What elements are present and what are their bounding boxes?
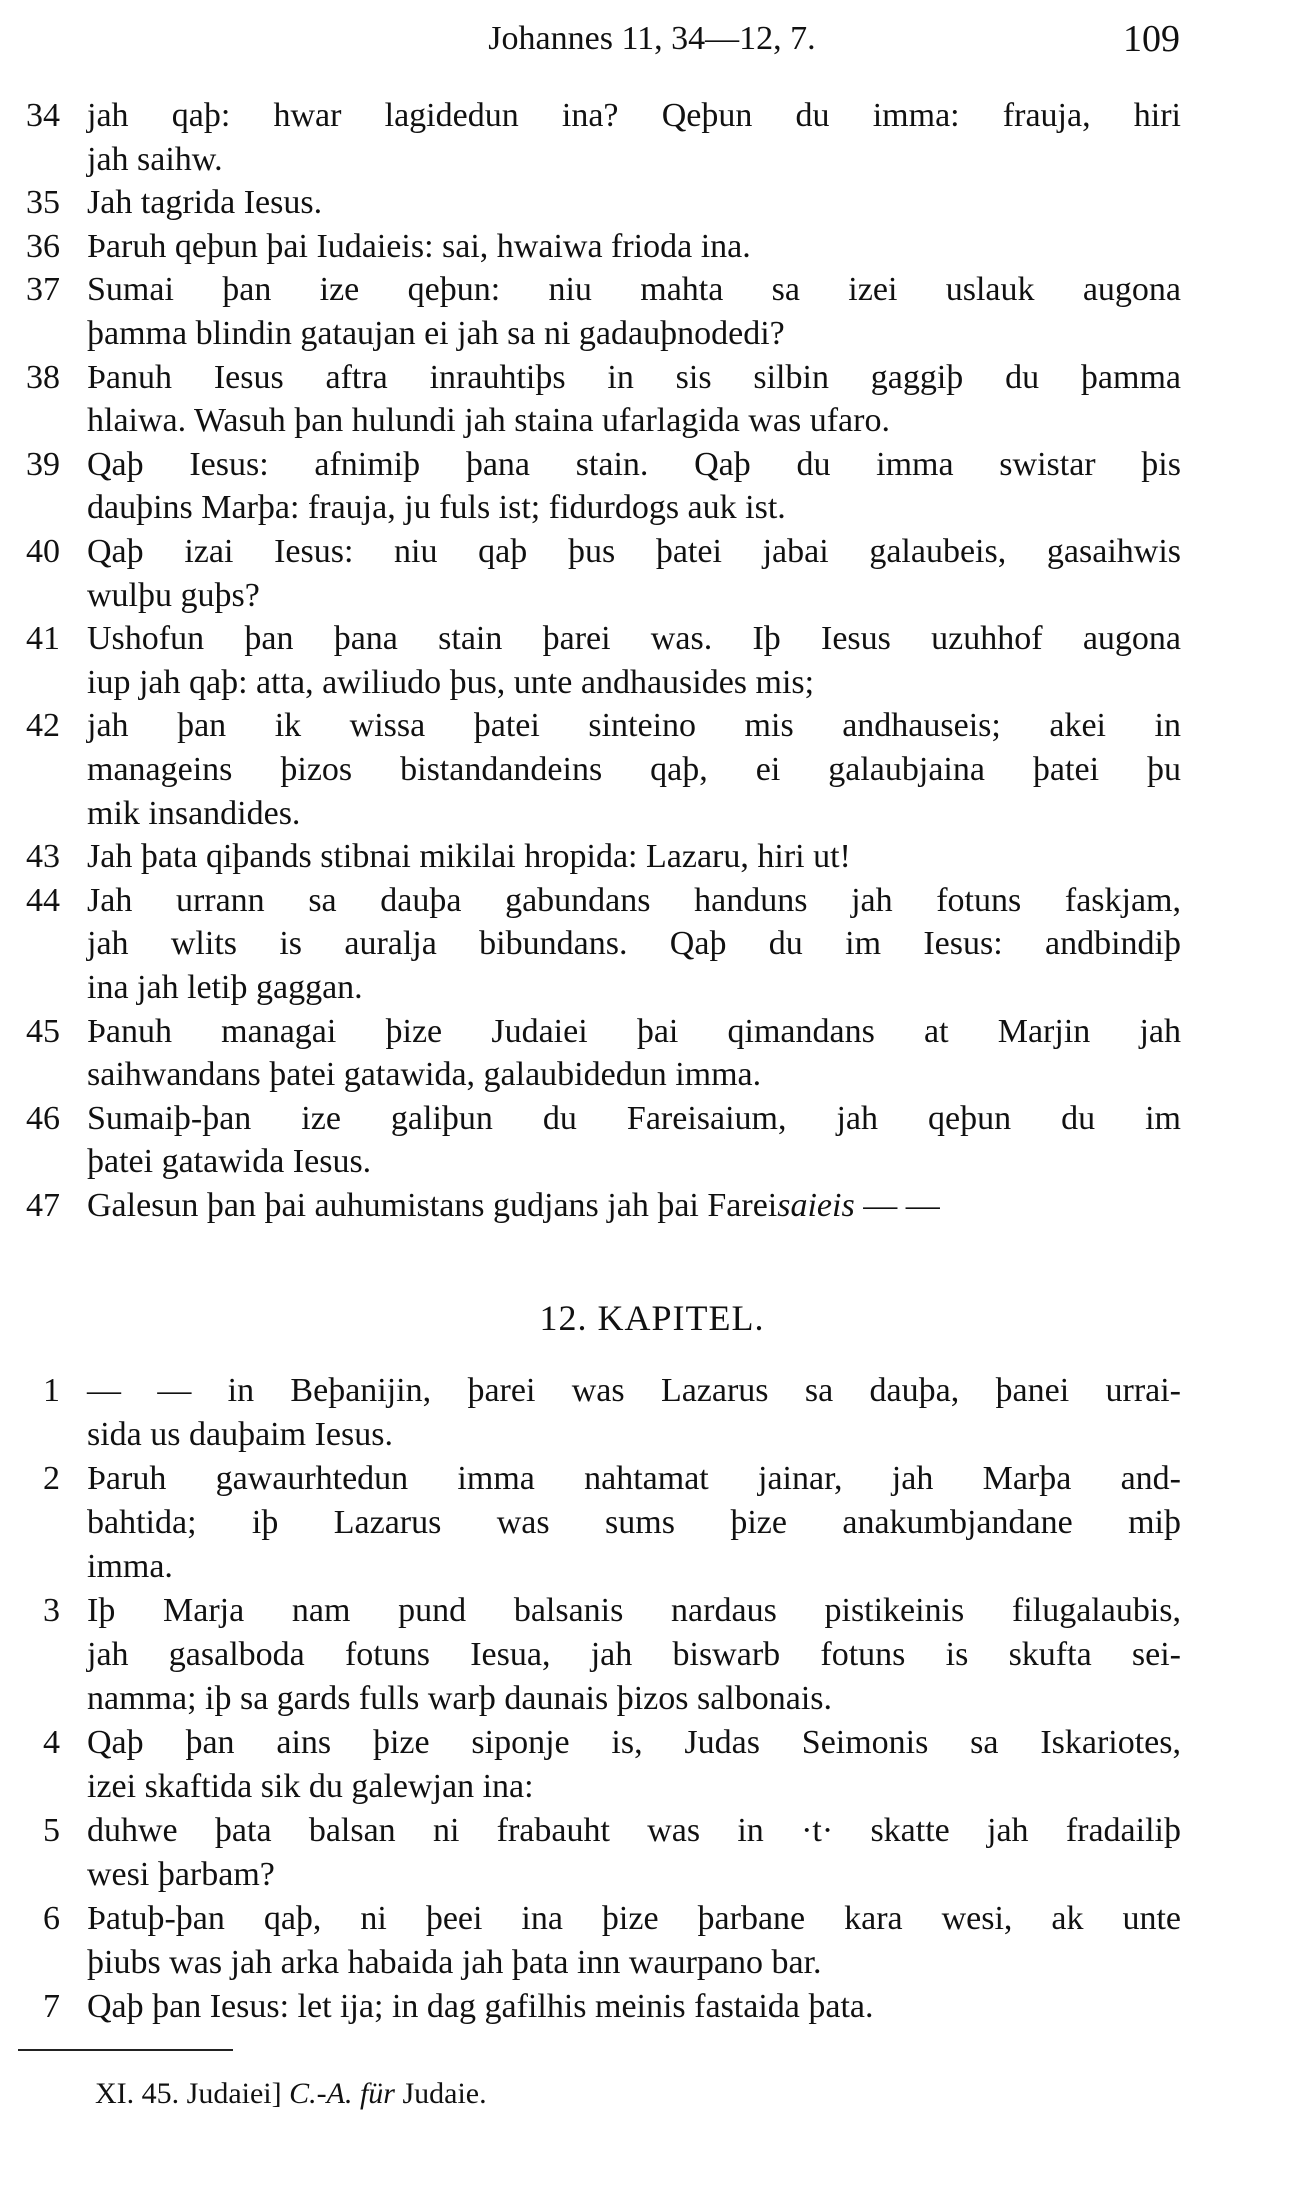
verse-text: dauþins Marþa: frauja, ju fuls ist; fidurdogs auk ist. (87, 489, 786, 527)
footnote-reading: Judaie. (402, 2077, 487, 2110)
verse-text: Þanuh managai þize Judaiei þai qimandans at Marjin jah (87, 1012, 1181, 1050)
verse-text: Sumaiþ-þan ize galiþun du Fareisaium, jah qeþun du im (87, 1099, 1181, 1137)
verse-text: sida us dauþaim Iesus. (87, 1416, 393, 1453)
verse-number: 44 (26, 881, 60, 919)
verse-text: Jah urrann sa dauþa gabundans handuns jah fotuns faskjam, (87, 881, 1181, 919)
verse-number: 39 (26, 445, 60, 483)
verse-line (0, 1097, 1304, 1141)
verse-line (0, 617, 1304, 661)
footnote-rule (18, 2049, 233, 2051)
verse-line (0, 1501, 1304, 1545)
verse-line (0, 1413, 1304, 1457)
verse-line (0, 312, 1304, 356)
verse-text: iup jah qaþ: atta, awiliudo þus, unte andhausides mis; (87, 663, 815, 701)
verse-number: 45 (26, 1012, 60, 1050)
verse-text: wulþu guþs? (87, 576, 260, 614)
verse-text: namma; iþ sa gards fulls warþ daunais þizos salbonais. (87, 1680, 833, 1717)
verse-line (0, 1184, 1304, 1228)
verse-text: Þanuh Iesus aftra inrauhtiþs in sis silbin gaggiþ du þamma (87, 358, 1181, 396)
verse-number: 5 (43, 1812, 60, 1849)
verse-line (0, 1985, 1304, 2029)
verse-text: duhwe þata balsan ni frabauht was in ·t· skatte jah fradailiþ (87, 1812, 1181, 1849)
verse-text: manageins þizos bistandandeins qaþ, ei galaubjaina þatei þu (87, 751, 1181, 788)
verse-number: 47 (26, 1187, 60, 1224)
verse-text: Iþ Marja nam pund balsanis nardaus pistikeinis filugalaubis, (87, 1592, 1181, 1629)
verse-number: 40 (26, 533, 60, 570)
verse-text: Qaþ þan ains þize siponje is, Judas Seimonis sa Iskariotes, (87, 1724, 1181, 1761)
footnote (95, 2074, 487, 2114)
verse-text: Ushofun þan þana stain þarei was. Iþ Iesus uzuhhof augona (87, 620, 1181, 658)
verse-line (0, 1369, 1304, 1413)
verse-text: imma. (87, 1548, 173, 1585)
verse-line (0, 1765, 1304, 1809)
verse-line (0, 704, 1304, 748)
verse-line (0, 879, 1304, 923)
verse-line (0, 922, 1304, 966)
verse-line (0, 966, 1304, 1010)
verse-line (0, 1545, 1304, 1589)
verse-text: Jah þata qiþands stibnai mikilai hropida: Lazaru, hiri ut! (87, 838, 851, 876)
verse-number: 37 (26, 271, 60, 309)
footnote-siglum: C.-A. (289, 2077, 353, 2110)
verse-number: 6 (43, 1900, 60, 1937)
verse-text: Qaþ Iesus: afnimiþ þana stain. Qaþ du imma swistar þis (87, 445, 1181, 483)
verse-line (0, 1677, 1304, 1721)
verse-text: Þaruh qeþun þai Iudaieis: sai, hwaiwa frioda ina. (87, 227, 751, 265)
verse-text: hlaiwa. Wasuh þan hulundi jah staina ufarlagida was ufaro. (87, 402, 890, 440)
verse-line (0, 399, 1304, 443)
verse-line (0, 530, 1304, 574)
verse-number: 41 (26, 620, 60, 658)
verse-line (0, 94, 1304, 138)
chapter-heading: 12. KAPITEL. (539, 1298, 765, 1338)
verse-number: 46 (26, 1099, 60, 1137)
verse-text: Qaþ þan Iesus: let ija; in dag gafilhis meinis fastaida þata. (87, 1988, 874, 2025)
verse-number: 43 (26, 838, 60, 876)
verse-line (0, 1941, 1304, 1985)
verse-line (0, 1633, 1304, 1677)
verse-text: Jah tagrida Iesus. (87, 184, 323, 222)
verse-number: 42 (26, 707, 60, 745)
verse-line (0, 138, 1304, 182)
page-number: 109 (1123, 18, 1180, 60)
verse-text: Þatuþ-þan qaþ, ni þeei ina þize þarbane kara wesi, ak unte (87, 1900, 1181, 1937)
verse-text: saihwandans þatei gatawida, galaubidedun imma. (87, 1056, 762, 1094)
verse-line (0, 181, 1304, 225)
verse-line (0, 835, 1304, 879)
verse-text: jah gasalboda fotuns Iesua, jah biswarb fotuns is skufta sei- (87, 1636, 1181, 1673)
verse-number: 36 (26, 227, 60, 265)
verse-text: mik insandides. (87, 794, 301, 832)
verse-line (0, 486, 1304, 530)
verse-text: ina jah letiþ gaggan. (87, 969, 363, 1006)
verse-line (0, 574, 1304, 618)
verse-number: 2 (43, 1460, 60, 1497)
verse-line (0, 748, 1304, 792)
verse-number: 38 (26, 358, 60, 396)
verse-text: Sumai þan ize qeþun: niu mahta sa izei uslauk augona (87, 271, 1181, 309)
verse-text: izei skaftida sik du galewjan ina: (87, 1768, 534, 1805)
verse-line (0, 1897, 1304, 1941)
verse-line (0, 1010, 1304, 1054)
verse-line (0, 225, 1304, 269)
verse-text: — — in Beþanijin, þarei was Lazarus sa dauþa, þanei urrai- (87, 1372, 1181, 1409)
verse-text: þamma blindin gataujan ei jah sa ni gadauþnodedi? (87, 315, 785, 352)
verse-line (0, 792, 1304, 836)
verse-number: 34 (26, 97, 60, 134)
verse-line (0, 356, 1304, 400)
verse-number: 7 (43, 1988, 60, 2025)
verse-text: þiubs was jah arka habaida jah þata inn waurpano bar. (87, 1944, 822, 1981)
verse-number: 35 (26, 184, 60, 222)
verse-line (0, 1140, 1304, 1184)
running-title: Johannes 11, 34—12, 7. (488, 20, 816, 57)
verse-text: jah qaþ: hwar lagidedun ina? Qeþun du imma: frauja, hiri (87, 97, 1181, 134)
verse-text: Qaþ izai Iesus: niu qaþ þus þatei jabai galaubeis, gasaihwis (87, 533, 1181, 570)
verse-line (0, 1853, 1304, 1897)
verse-text: jah wlits is auralja bibundans. Qaþ du im Iesus: andbindiþ (87, 925, 1181, 963)
footnote-fuer: für (359, 2077, 395, 2110)
verse-line (0, 1053, 1304, 1097)
verse-line (0, 1721, 1304, 1765)
footnote-ref: XI. 45. Judaiei] (95, 2077, 282, 2110)
verse-line (0, 1809, 1304, 1853)
verse-number: 3 (43, 1592, 60, 1629)
verse-text: Þaruh gawaurhtedun imma nahtamat jainar, jah Marþa and- (87, 1460, 1181, 1497)
verse-text: Galesun þan þai auhumistans gudjans jah þai Fareisaieis — — (87, 1187, 940, 1224)
verse-text: bahtida; iþ Lazarus was sums þize anakumbjandane miþ (87, 1504, 1181, 1541)
verse-text: jah þan ik wissa þatei sinteino mis andhauseis; akei in (87, 707, 1181, 745)
verse-text: wesi þarbam? (87, 1856, 275, 1893)
verse-line (0, 661, 1304, 705)
verse-line (0, 443, 1304, 487)
verse-line (0, 1589, 1304, 1633)
verse-line (0, 268, 1304, 312)
verse-text: þatei gatawida Iesus. (87, 1143, 372, 1181)
verse-text: jah saihw. (87, 140, 223, 178)
verse-number: 4 (43, 1724, 60, 1761)
verse-number: 1 (43, 1372, 60, 1409)
verse-line (0, 1457, 1304, 1501)
